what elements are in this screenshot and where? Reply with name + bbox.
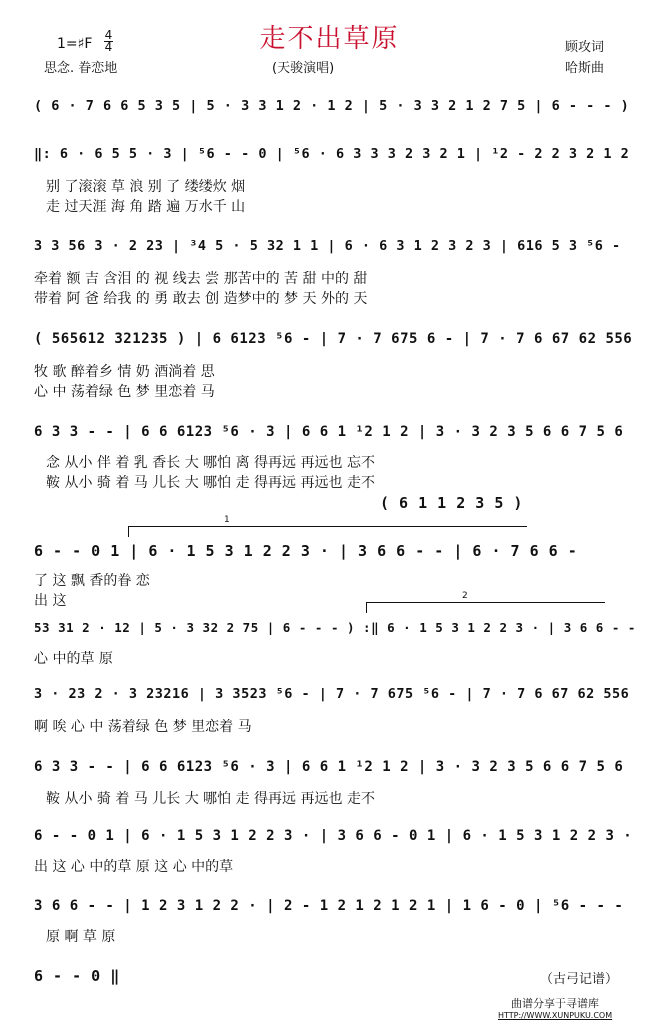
- interlude-notes: ( 6 1 1 2 3 5 ): [380, 494, 523, 512]
- title: 走不出草原: [259, 24, 400, 54]
- lyrics-line-2a: 别 了滚滚 草 浪 别 了 缕缕炊 烟: [46, 179, 246, 195]
- score-line-9: 6 3 3 - - | 6 6 6123 ⁵6 · 3 | 6 6 1 ¹2 1 2 | 3 · 3 2 3 5 6 6 7 5 6: [34, 759, 624, 775]
- score-line-7: 53 31 2 · 12 | 5 · 3 32 2 75 | 6 - - - ) :‖ 6 · 1 5 3 1 2 2 3 · | 3 6 6 - -: [34, 620, 636, 635]
- performer: (天骏演唱): [272, 61, 335, 76]
- score-line-3: 3 3 56 3 · 2 23 | ³4 5 · 5 32 1 1 | 6 · 6 3 1 2 3 2 3 | 616 5 3 ⁵6 -: [34, 238, 621, 254]
- lyrics-line-5b: 鞍 从小 骑 着 马 儿长 大 哪怕 走 得再远 再远也 走不: [46, 475, 375, 491]
- time-bottom: 4: [104, 40, 113, 54]
- score-line-2: ‖: 6 · 6 5 5 · 3 | ⁵6 - - 0 | ⁵6 · 6 3 3 3 2 3 2 1 | ¹2 - 2 2 3 2 1 2: [34, 146, 630, 162]
- key-signature: 1=♯F: [57, 36, 93, 52]
- score-line-1: ( 6 · 7 6 6 5 3 5 | 5 · 3 3 1 2 · 1 2 | 5 · 3 3 2 1 2 7 5 | 6 - - - ): [34, 98, 630, 114]
- site-url[interactable]: HTTP://WWW.XUNPUKU.COM: [498, 1011, 613, 1020]
- lyrics-line-3a: 牵着 额 吉 含泪 的 视 线去 尝 那苦中的 苦 甜 中的 甜: [34, 271, 368, 287]
- lyrics-line-10: 出 这 心 中的草 原 这 心 中的草: [34, 859, 234, 875]
- lyrics-line-5a: 念 从小 伴 着 乳 香长 大 哪怕 离 得再远 再远也 忘不: [46, 455, 375, 471]
- score-line-6: 6 - - 0 1 | 6 · 1 5 3 1 2 2 3 · | 3 6 6 - - | 6 · 7 6 6 -: [34, 542, 578, 560]
- lyrics-line-11: 原 啊 草 原: [46, 929, 116, 945]
- second-ending-label: 2: [462, 591, 468, 601]
- score-line-4: ( 565612 321235 ) | 6 6123 ⁵6 - | 7 · 7 675 6 - | 7 · 7 6 67 62 556: [34, 331, 633, 347]
- score-line-10: 6 - - 0 1 | 6 · 1 5 3 1 2 2 3 · | 3 6 6 - 0 1 | 6 · 1 5 3 1 2 2 3 ·: [34, 828, 633, 844]
- lyrics-line-6a: 了 这 飘 香的眷 恋: [34, 573, 150, 589]
- score-line-5: 6 3 3 - - | 6 6 6123 ⁵6 · 3 | 6 6 1 ¹2 1 2 | 3 · 3 2 3 5 6 6 7 5 6: [34, 424, 624, 440]
- score-line-12: 6 - - 0 ‖: [34, 967, 120, 985]
- transcriber: （古弓记谱）: [540, 972, 619, 987]
- composer: 哈斯曲: [565, 61, 605, 76]
- second-ending-bracket: [366, 591, 605, 613]
- score-line-11: 3 6 6 - - | 1 2 3 1 2 2 · | 2 - 1 2 1 2 1 2 1 | 1 6 - 0 | ⁵6 - - -: [34, 898, 624, 914]
- lyrics-line-8: 啊 唉 心 中 荡着绿 色 梦 里恋着 马: [34, 719, 252, 735]
- lyrics-line-2b: 走 过天涯 海 角 踏 遍 万水千 山: [46, 199, 246, 215]
- lyrics-line-7: 心 中的草 原: [34, 651, 113, 667]
- lyricist: 顾攻词: [565, 40, 605, 55]
- lyrics-line-9: 鞍 从小 骑 着 马 儿长 大 哪怕 走 得再远 再远也 走不: [46, 791, 375, 807]
- score-line-8: 3 · 23 2 · 3 23216 | 3 3523 ⁵6 - | 7 · 7 675 ⁵6 - | 7 · 7 6 67 62 556: [34, 686, 630, 702]
- lyrics-line-4a: 牧 歌 醉着乡 情 奶 酒淌着 思: [34, 364, 215, 380]
- lyrics-line-6b: 出 这: [34, 593, 67, 609]
- share-credit: 曲谱分享于寻谱库: [511, 997, 599, 1010]
- lyrics-line-3b: 带着 阿 爸 给我 的 勇 敢去 创 造梦中的 梦 天 外的 天: [34, 291, 368, 307]
- first-ending-label: 1: [224, 515, 230, 525]
- time-top: 4: [104, 28, 113, 42]
- time-signature: [104, 30, 113, 53]
- lyrics-line-4b: 心 中 荡着绿 色 梦 里恋着 马: [34, 384, 215, 400]
- first-ending-bracket: [128, 515, 527, 537]
- style-marking: 思念. 眷恋地: [44, 61, 118, 76]
